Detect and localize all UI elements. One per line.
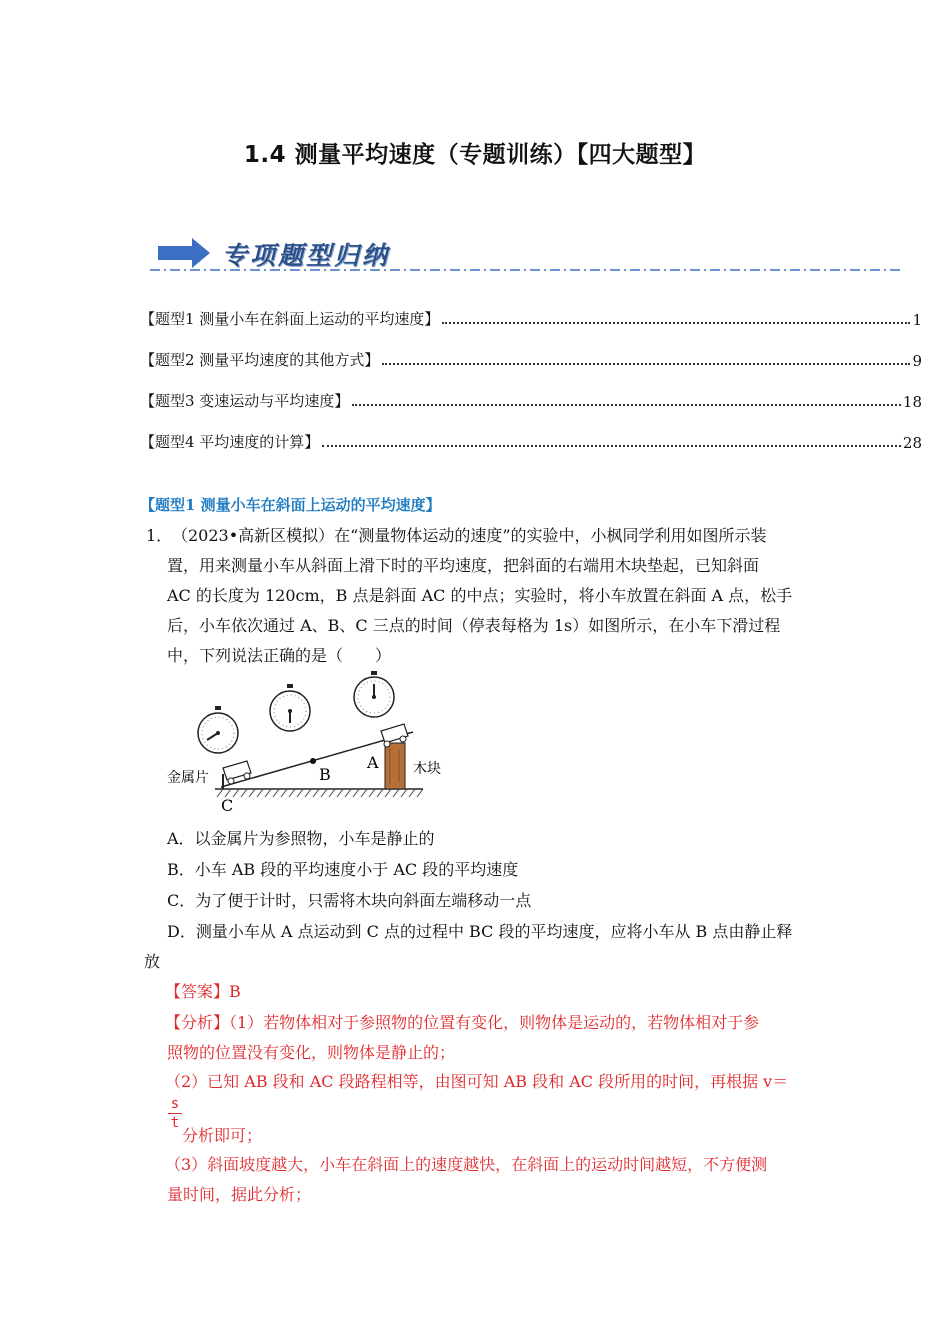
question-line: （2023•高新区模拟）在“测量物体运动的速度”的实验中，小枫同学利用如图所示装 [172, 526, 767, 545]
point-a-label: A [367, 753, 379, 772]
option-b[interactable]: B．小车 AB 段的平均速度小于 AC 段的平均速度 [167, 860, 519, 879]
toc-leader [382, 362, 910, 365]
toc-entry-3[interactable] [140, 389, 922, 411]
fraction-numerator: s [168, 1096, 182, 1114]
toc-label: 【题型1 测量小车在斜面上运动的平均速度】 [140, 310, 440, 328]
toc-leader [442, 321, 910, 324]
stopwatch-a-icon [354, 671, 394, 717]
toc-label: 【题型3 变速运动与平均速度】 [140, 392, 350, 410]
point-c-label: C [221, 796, 234, 815]
analysis-text: 照物的位置没有变化，则物体是静止的； [167, 1043, 456, 1062]
option-d[interactable]: D．测量小车从 A 点运动到 C 点的过程中 BC 段的平均速度，应将小车从 B 点由静止释 [167, 922, 793, 941]
wood-block-label: 木块 [413, 761, 441, 777]
question-line: 中，下列说法正确的是（ ） [167, 646, 392, 665]
question-line: 置，用来测量小车从斜面上滑下时的平均速度，把斜面的右端用木块垫起，已知斜面 [167, 556, 760, 575]
toc-entry-1[interactable] [140, 307, 922, 329]
toc-entry-4[interactable] [140, 430, 922, 452]
point-b-label: B [319, 765, 331, 784]
velocity-fraction [168, 1096, 182, 1132]
toc-label: 【题型4 平均速度的计算】 [140, 433, 320, 451]
stopwatch-b-icon [270, 684, 310, 731]
toc-page: 1 [912, 311, 922, 329]
option-c[interactable]: C．为了便于计时，只需将木块向斜面左端移动一点 [167, 891, 532, 910]
fraction-denominator: t [170, 1115, 180, 1131]
option-a[interactable]: A．以金属片为参照物，小车是静止的 [167, 829, 435, 848]
toc-leader [322, 444, 901, 447]
analysis-text: 【分析】（1）若物体相对于参照物的位置有变化，则物体是运动的，若物体相对于参 [165, 1013, 760, 1032]
analysis-text: 分析即可； [182, 1126, 263, 1145]
toc-page: 28 [902, 434, 922, 452]
toc-page: 9 [912, 352, 922, 370]
banner-title: 专项题型归纳 [222, 241, 391, 270]
toc-entry-2[interactable] [140, 348, 922, 370]
section-banner [148, 234, 908, 274]
answer-line: 【答案】B [165, 982, 241, 1001]
analysis-text: （2）已知 AB 段和 AC 段路程相等，由图可知 AB 段和 AC 段所用的时间，再根据 v＝ [165, 1072, 789, 1091]
cart-bottom-icon [223, 761, 251, 784]
question-line: 后，小车依次通过 A、B、C 三点的时间（停表每格为 1s）如图所示，在小车下滑过程 [167, 616, 781, 635]
analysis-text: 量时间，据此分析； [167, 1185, 312, 1204]
analysis-text: （3）斜面坡度越大，小车在斜面上的速度越快，在斜面上的运动时间越短，不方便测 [165, 1155, 768, 1174]
point-b-marker [310, 758, 316, 764]
experiment-figure [165, 670, 441, 815]
section-heading: 【题型1 测量小车在斜面上运动的平均速度】 [140, 496, 441, 514]
toc-page: 18 [902, 393, 922, 411]
toc-leader [352, 403, 901, 406]
metal-plate-label: 金属片 [167, 770, 209, 786]
question-number: 1． [146, 526, 173, 545]
option-d-wrap: 放 [144, 952, 161, 971]
toc-label: 【题型2 测量平均速度的其他方式】 [140, 351, 380, 369]
page-title: 1.4 测量平均速度（专题训练）【四大题型】 [243, 142, 707, 168]
stopwatch-c-icon [198, 706, 238, 753]
question-line: AC 的长度为 120cm，B 点是斜面 AC 的中点；实验时，将小车放置在斜面 A 点，松手 [167, 586, 793, 605]
